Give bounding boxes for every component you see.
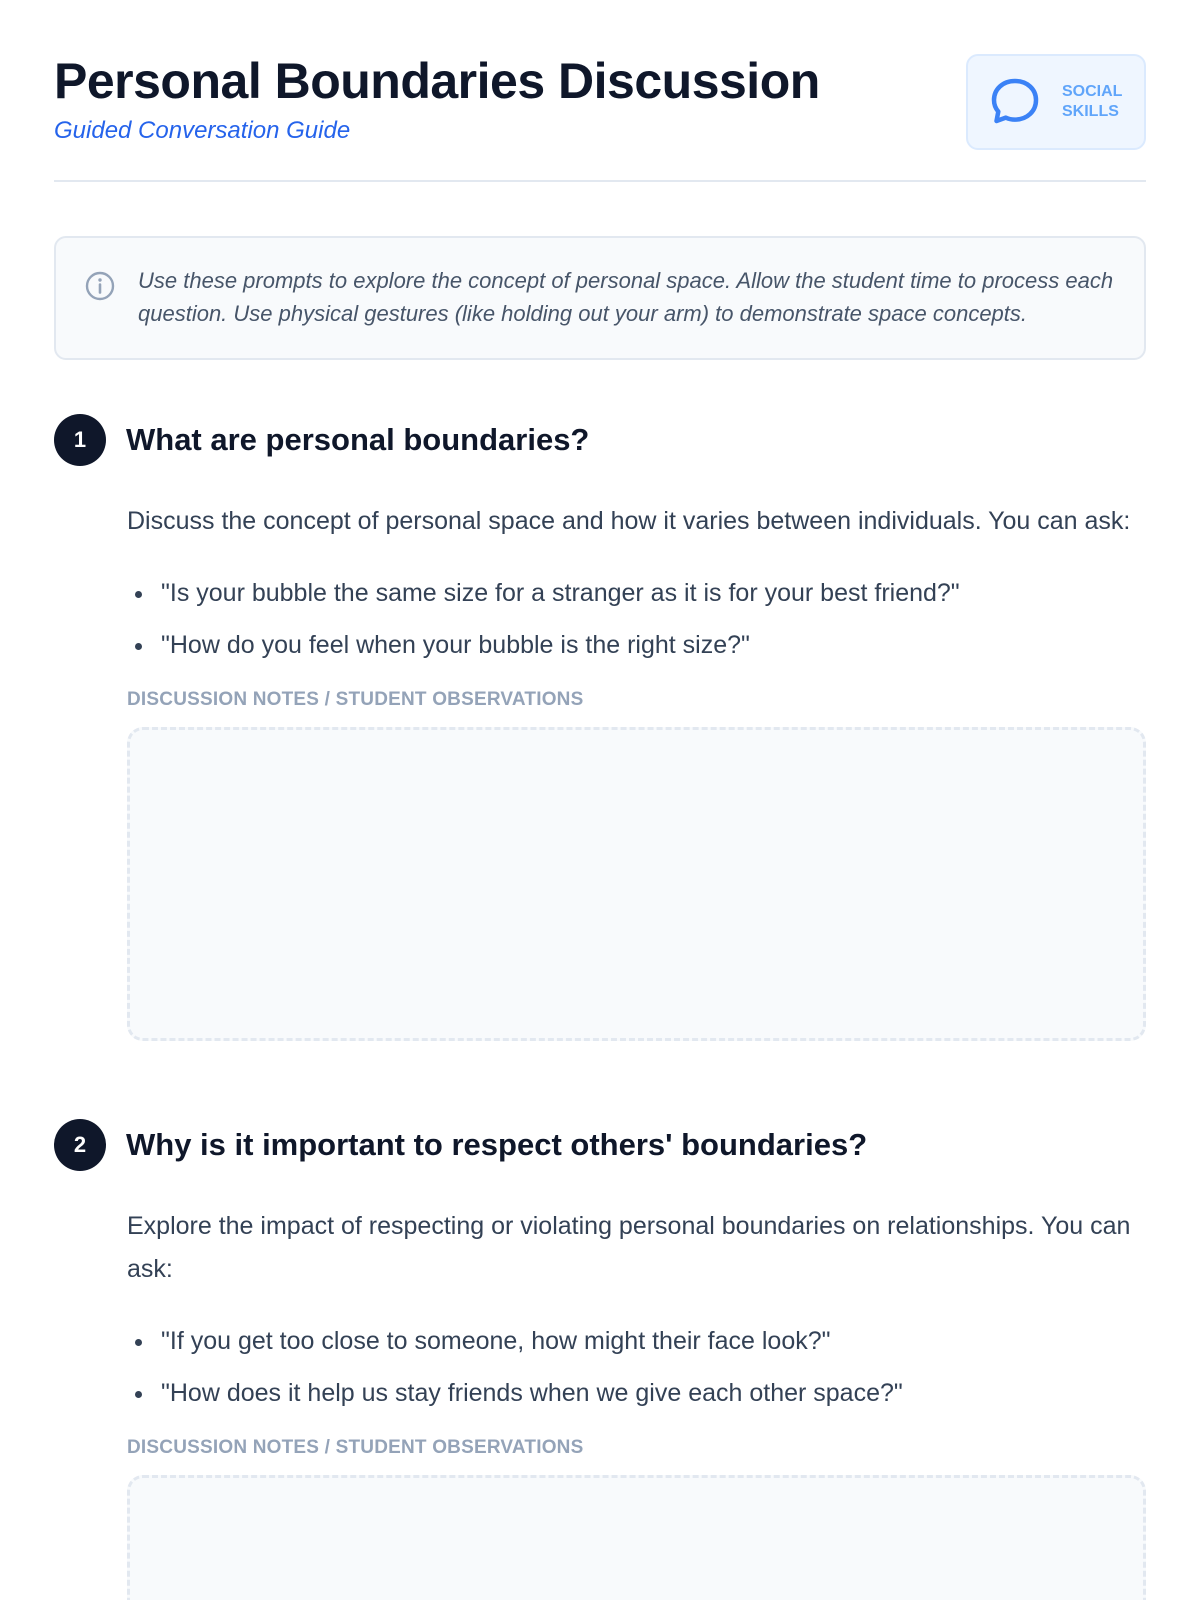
notes-label: DISCUSSION NOTES / STUDENT OBSERVATIONS: [127, 1437, 584, 1458]
question-section-1: [54, 414, 1146, 1041]
notes-label: DISCUSSION NOTES / STUDENT OBSERVATIONS: [127, 689, 584, 710]
prompt-list: [127, 1315, 1146, 1419]
prompt-item: "Is your bubble the same size for a stranger as it is for your best friend?": [127, 567, 1146, 619]
instructions-text: Use these prompts to explore the concept of personal space. Allow the student time to process each question. Use physical gestures (like holding out your arm) to demonstrate space concepts.: [138, 268, 1114, 326]
question-title: What are personal boundaries?: [126, 422, 590, 457]
title-block: [54, 54, 820, 145]
question-header: [54, 1119, 1146, 1171]
notes-area[interactable]: [127, 1475, 1146, 1600]
social-skills-badge: [966, 54, 1146, 150]
info-icon: [84, 270, 116, 302]
prompt-item: "If you get too close to someone, how might their face look?": [127, 1315, 1146, 1367]
instructions-box: [54, 236, 1146, 360]
prompt-list: [127, 567, 1146, 671]
question-number-badge: 2: [54, 1119, 106, 1171]
question-body: [127, 1205, 1146, 1600]
question-section-2: [54, 1119, 1146, 1600]
question-number-badge: 1: [54, 414, 106, 466]
page-subtitle: Guided Conversation Guide: [54, 117, 351, 144]
question-header: [54, 414, 1146, 466]
question-description: Explore the impact of respecting or violating personal boundaries on relationships. You can ask:: [127, 1212, 1131, 1283]
question-title: Why is it important to respect others' boundaries?: [126, 1127, 868, 1162]
prompt-item: "How does it help us stay friends when we give each other space?": [127, 1367, 1146, 1419]
chat-bubble-icon: [988, 75, 1042, 129]
question-description: Discuss the concept of personal space and how it varies between individuals. You can ask:: [127, 507, 1131, 535]
question-body: [127, 500, 1146, 1041]
notes-area[interactable]: [127, 727, 1146, 1041]
page-header: [54, 0, 1146, 182]
page-title: Personal Boundaries Discussion: [54, 53, 820, 109]
badge-label: SOCIAL SKILLS: [1062, 83, 1123, 120]
prompt-item: "How do you feel when your bubble is the right size?": [127, 619, 1146, 671]
